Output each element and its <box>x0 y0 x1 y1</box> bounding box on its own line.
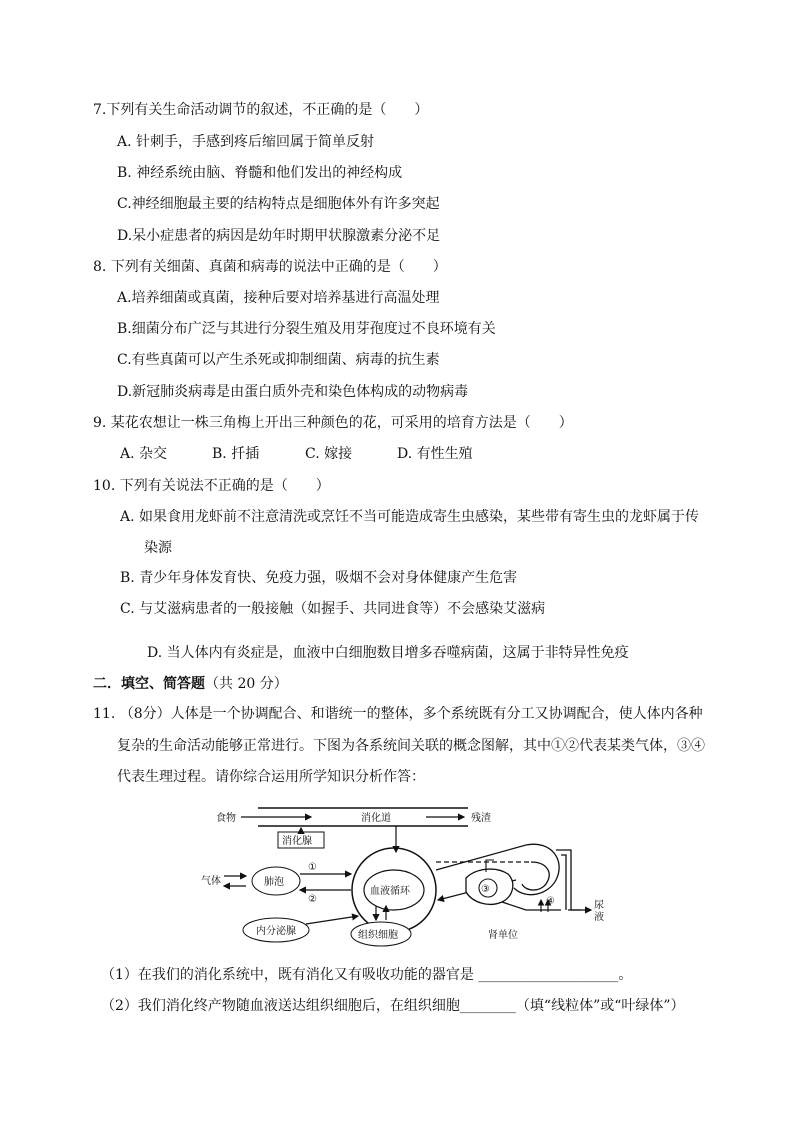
q11-sub1: （1）在我们的消化系统中，既有消化又有吸收功能的器官是 ____________________。 <box>101 967 633 983</box>
label-endocrine-gland: 内分泌腺 <box>256 926 296 937</box>
q11-line-2: 复杂的生命活动能够正常进行。下图为各系统间关联的概念图解，其中①②代表某类气体，③④ <box>117 738 705 754</box>
q9-option-d: D. 有性生殖 <box>397 446 473 462</box>
hormone-arrow <box>306 916 358 924</box>
q8-stem: 8. 下列有关细菌、真菌和病毒的说法中正确的是（ ） <box>93 259 447 275</box>
mark-2: ② <box>308 894 317 905</box>
label-tissue-cells: 组织细胞 <box>358 930 398 941</box>
q10-option-c: C. 与艾滋病患者的一般接触（如握手、共同进食等）不会感染艾滋病 <box>120 601 546 617</box>
q10-option-a-cont: 染源 <box>144 540 172 556</box>
section-title: 二．填空、简答题 <box>93 676 205 692</box>
q10-option-a: A. 如果食用龙虾前不注意清洗或烹饪不当可能造成寄生虫感染，某些带有寄生虫的龙虾属于传 <box>120 509 700 525</box>
q10-stem: 10. 下列有关说法不正确的是（ ） <box>93 478 330 494</box>
label-alveoli: 肺泡 <box>264 877 284 888</box>
q8-option-a: A.培养细菌或真菌，接种后要对培养基进行高温处理 <box>117 290 440 306</box>
label-digestive-gland: 消化腺 <box>282 836 312 847</box>
q9-option-a: A. 杂交 <box>120 446 168 462</box>
section-heading <box>93 673 288 693</box>
mark-4: ④ <box>546 896 555 907</box>
q7-option-c: C.神经细胞最主要的结构特点是细胞体外有许多突起 <box>117 196 440 212</box>
label-gas: 气体 <box>201 876 221 887</box>
label-residue: 残渣 <box>471 813 491 824</box>
q9-option-b: B. 扦插 <box>212 446 260 462</box>
label-urine-2: 液 <box>594 912 604 923</box>
organ-system-diagram <box>196 800 616 950</box>
q8-option-d: D.新冠肺炎病毒是由蛋白质外壳和染色体构成的动物病毒 <box>117 384 469 400</box>
mark-1: ① <box>308 862 317 873</box>
q9-option-c: C. 嫁接 <box>305 446 353 462</box>
label-food: 食物 <box>216 813 236 824</box>
q10-option-d: D. 当人体内有炎症是，血液中白细胞数目增多吞噬病菌，这属于非特异性免疫 <box>147 645 629 661</box>
q11-sub2: （2）我们消化终产物随血液送达组织细胞后，在组织细胞________（填“线粒体”或“叶绿体”） <box>101 998 685 1014</box>
q9-stem: 9. 某花农想让一株三角梅上开出三种颜色的花，可采用的培育方法是（ ） <box>93 415 573 431</box>
nephron-shape <box>466 844 581 910</box>
label-kidney-unit: 肾单位 <box>488 930 518 941</box>
q7-option-d: D.呆小症患者的病因是幼年时期甲状腺激素分泌不足 <box>117 228 441 244</box>
section-points: （共 20 分） <box>205 676 288 692</box>
q11-line-3: 代表生理过程。请你综合运用所学知识分析作答： <box>117 769 425 785</box>
q8-option-c: C.有些真菌可以产生杀死或抑制细菌、病毒的抗生素 <box>117 352 440 368</box>
q8-option-b: B.细菌分布广泛与其进行分裂生殖及用芽孢度过不良环境有关 <box>117 321 496 337</box>
label-digestive-tract: 消化道 <box>361 813 391 824</box>
kidney-link-solid <box>436 845 526 870</box>
q7-stem: 7.下列有关生命活动调节的叙述，不正确的是（ ） <box>93 102 429 118</box>
q7-option-b: B. 神经系统由脑、脊髓和他们发出的神经构成 <box>117 165 403 181</box>
label-blood-circulation: 血液循环 <box>370 886 410 897</box>
mark-3: ③ <box>481 884 490 895</box>
q11-line-1: 11. （8分）人体是一个协调配合、和谐统一的整体，多个系统既有分工又协调配合，使人体内各种 <box>93 706 703 722</box>
label-urine-1: 尿 <box>594 900 604 911</box>
q7-option-a: A. 针刺手，手感到疼后缩回属于简单反射 <box>117 134 375 150</box>
q10-option-b: B. 青少年身体发育快、免疫力强，吸烟不会对身体健康产生危害 <box>120 570 518 586</box>
